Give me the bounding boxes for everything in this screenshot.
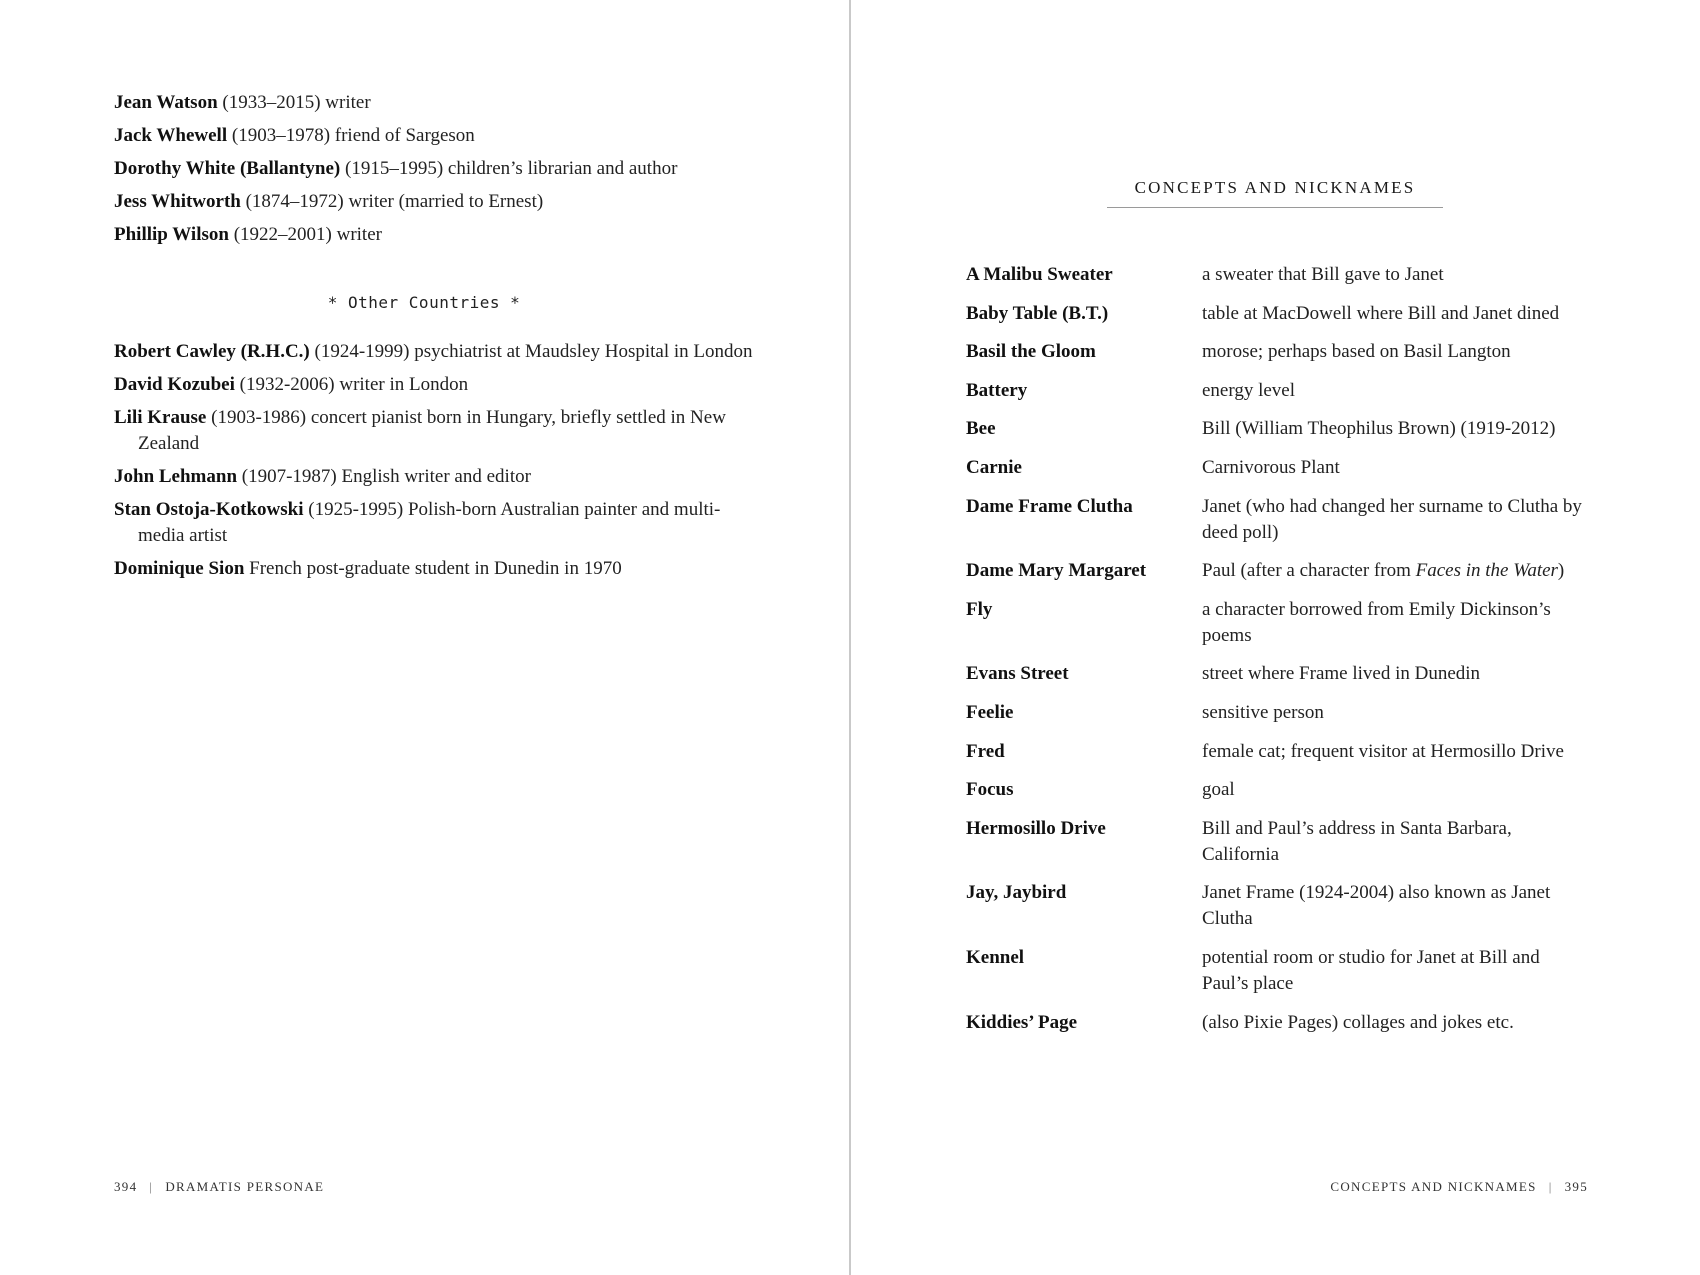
person-description: (1903–1978) friend of Sargeson (227, 125, 475, 146)
term: Basil the Gloom (966, 341, 1096, 363)
definition: Janet (who had changed her surname to Clutha by deed poll) (1202, 495, 1582, 543)
table-row (966, 661, 1606, 700)
list-item (114, 222, 754, 248)
list-item (114, 556, 754, 582)
person-description: French post-graduate student in Dunedin in 1970 (244, 558, 622, 579)
person-description: (1925-1995) Polish-born Australian painter and multi-media artist (138, 499, 721, 546)
term: Baby Table (B.T.) (966, 302, 1109, 324)
definition: Bill and Paul’s address in Santa Barbara, California (1202, 817, 1512, 865)
definition: goal (1202, 779, 1235, 801)
definition: (also Pixie Pages) collages and jokes etc. (1202, 1011, 1514, 1033)
table-row (966, 301, 1606, 340)
definition-text: Paul (after a character from (1202, 560, 1416, 582)
table-row (966, 1010, 1606, 1049)
definition: potential room or studio for Janet at Bill and Paul’s place (1202, 946, 1540, 994)
running-head: DRAMATIS PERSONAE (165, 1179, 325, 1194)
person-name: Jess Whitworth (114, 191, 241, 212)
term: Dame Frame Clutha (966, 495, 1133, 517)
table-row (966, 597, 1606, 662)
definition: Carnivorous Plant (1202, 456, 1340, 478)
table-row (966, 880, 1606, 945)
person-name: Jean Watson (114, 92, 218, 113)
book-title: Faces in the Water (1415, 560, 1558, 582)
person-name: Jack Whewell (114, 125, 228, 146)
list-item (114, 464, 754, 490)
definition: female cat; frequent visitor at Hermosillo Drive (1202, 740, 1564, 762)
section-heading: * Other Countries * (327, 293, 521, 312)
footer-separator: | (1548, 1179, 1553, 1194)
concepts-table (966, 262, 1606, 1048)
person-name: Dominique Sion (114, 558, 245, 579)
definition: a sweater that Bill gave to Janet (1202, 264, 1444, 285)
table-row (966, 455, 1606, 494)
list-item (114, 123, 754, 149)
definition: street where Frame lived in Dunedin (1202, 663, 1481, 685)
term: Kennel (966, 946, 1025, 968)
person-description: (1933–2015) writer (217, 92, 371, 113)
term: Battery (966, 379, 1028, 401)
table-row (966, 739, 1606, 778)
page-title: CONCEPTS AND NICKNAMES (1107, 178, 1443, 208)
term: Hermosillo Drive (966, 817, 1106, 839)
list-item (114, 90, 754, 116)
definition: Janet Frame (1924-2004) also known as Janet Clutha (1202, 882, 1551, 930)
table-row (966, 339, 1606, 378)
term: Focus (966, 779, 1014, 801)
table-row (966, 378, 1606, 417)
list-item (114, 156, 754, 182)
table-row (966, 700, 1606, 739)
other-countries-list (114, 339, 754, 589)
term: Bee (966, 418, 996, 440)
term: Dame Mary Margaret (966, 560, 1147, 582)
person-description: (1932-2006) writer in London (234, 374, 469, 395)
term: A Malibu Sweater (966, 264, 1113, 285)
definition: energy level (1202, 379, 1296, 401)
people-list (114, 90, 754, 255)
right-page-footer (1330, 1179, 1588, 1195)
person-name: Stan Ostoja-Kotkowski (114, 499, 304, 520)
definition: a character borrowed from Emily Dickinson’s poems (1202, 598, 1551, 646)
table-row (966, 416, 1606, 455)
table-row (966, 262, 1606, 301)
person-description: (1903-1986) concert pianist born in Hungary, briefly settled in New Zealand (138, 407, 726, 454)
table-row (966, 777, 1606, 816)
definition: morose; perhaps based on Basil Langton (1202, 341, 1511, 363)
table-row (966, 945, 1606, 1010)
person-description: (1915–1995) children’s librarian and author (340, 158, 678, 179)
definition: table at MacDowell where Bill and Janet dined (1202, 302, 1560, 324)
term: Carnie (966, 456, 1022, 478)
definition-text-end: ) (1557, 560, 1565, 582)
running-head: CONCEPTS AND NICKNAMES (1330, 1179, 1537, 1194)
person-description: (1924-1999) psychiatrist at Maudsley Hospital in London (309, 341, 753, 362)
person-description: (1907-1987) English writer and editor (237, 466, 531, 487)
term: Fly (966, 598, 993, 620)
footer-separator: | (149, 1179, 154, 1194)
right-page (852, 0, 1700, 1275)
person-name: Dorothy White (Ballantyne) (114, 158, 341, 179)
definition: Bill (William Theophilus Brown) (1919-2012) (1202, 418, 1556, 440)
list-item (114, 405, 754, 457)
definition (1202, 558, 1606, 597)
left-page-footer (114, 1179, 324, 1195)
definition: sensitive person (1202, 701, 1324, 723)
table-row (966, 494, 1606, 559)
person-name: Phillip Wilson (114, 224, 229, 245)
person-name: Lili Krause (114, 407, 207, 428)
table-row (966, 558, 1606, 597)
person-description: (1874–1972) writer (married to Ernest) (240, 191, 544, 212)
page-number: 395 (1564, 1179, 1588, 1194)
page-gutter (849, 0, 851, 1275)
term: Feelie (966, 701, 1014, 723)
list-item (114, 372, 754, 398)
list-item (114, 497, 754, 549)
term: Evans Street (966, 663, 1069, 685)
person-name: John Lehmann (114, 466, 238, 487)
person-name: David Kozubei (114, 374, 235, 395)
person-name: Robert Cawley (R.H.C.) (114, 341, 310, 362)
page-number: 394 (114, 1179, 138, 1194)
term: Jay, Jaybird (966, 882, 1067, 904)
person-description: (1922–2001) writer (228, 224, 382, 245)
list-item (114, 339, 754, 365)
term: Kiddies’ Page (966, 1011, 1078, 1033)
table-row (966, 816, 1606, 881)
list-item (114, 189, 754, 215)
term: Fred (966, 740, 1005, 762)
